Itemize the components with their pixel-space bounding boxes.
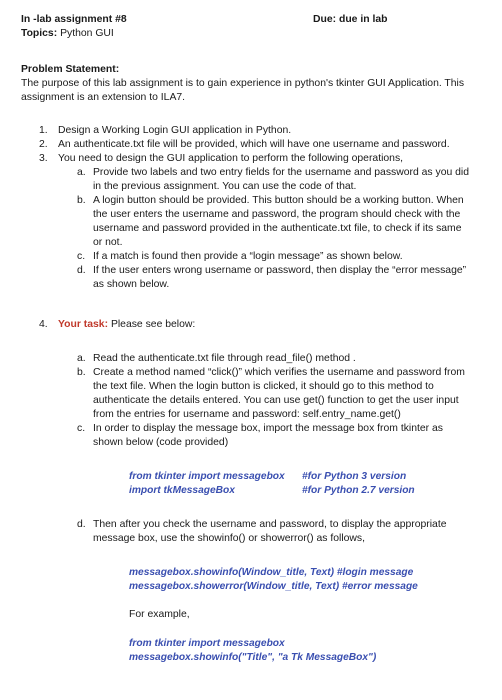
item-3-number: 3. bbox=[39, 153, 48, 164]
item-4b-letter: b. bbox=[77, 367, 86, 378]
problem-line-1: The purpose of this lab assignment is to gain experience in python's tkinter GUI Application. This bbox=[21, 78, 465, 89]
item-4a-line-1: Read the authenticate.txt file through read_file() method . bbox=[93, 353, 356, 364]
item-3a-line-2: in the previous assignment. You can use the code of that. bbox=[93, 181, 357, 192]
item-4c-letter: c. bbox=[77, 423, 86, 434]
problem-line-2: assignment is an extension to ILA7. bbox=[21, 92, 186, 103]
item-3b-line-1: A login button should be provided. This button should be a working button. When bbox=[93, 195, 464, 206]
item-4c-line-1: In order to display the message box, import the message box from tkinter as bbox=[93, 423, 443, 434]
item-4b-line-3: authenticate the details entered. You can use get() function to get the user input bbox=[93, 395, 459, 406]
item-4d-letter: d. bbox=[77, 519, 86, 530]
item-3a-letter: a. bbox=[77, 167, 86, 178]
item-4-text bbox=[58, 318, 195, 331]
topics-value: Python GUI bbox=[60, 28, 114, 39]
item-1-text: Design a Working Login GUI application in Python. bbox=[58, 125, 292, 136]
item-3-text: You need to design the GUI application to perform the following operations, bbox=[58, 153, 404, 164]
item-3a-line-1: Provide two labels and two entry fields for the username and password as you did bbox=[93, 167, 470, 178]
item-2-text: An authenticate.txt file will be provided, which will have one username and password. bbox=[58, 139, 450, 150]
item-3c-line-1: If a match is found then provide a “login message” as shown below. bbox=[93, 251, 403, 262]
assignment-title: In -lab assignment #8 bbox=[21, 14, 127, 25]
item-3b-line-3: username and password provided in the authenticate.txt file, to check if its same bbox=[93, 223, 462, 234]
item-3d-line-1: If the user enters wrong username or password, then display the “error message” bbox=[93, 265, 467, 276]
item-3b-letter: b. bbox=[77, 195, 86, 206]
code-example-import: from tkinter import messagebox bbox=[129, 638, 285, 649]
example-label: For example, bbox=[129, 609, 190, 620]
topics bbox=[21, 27, 114, 40]
item-4c-line-2: shown below (code provided) bbox=[93, 437, 229, 448]
topics-label: Topics: bbox=[21, 28, 58, 39]
code-import-messagebox: from tkinter import messagebox bbox=[129, 471, 285, 482]
code-showinfo: messagebox.showinfo(Window_title, Text) #login message bbox=[129, 567, 414, 578]
item-3d-letter: d. bbox=[77, 265, 86, 276]
item-4b-line-1: Create a method named “click()” which verifies the username and password from bbox=[93, 367, 465, 378]
code-showerror: messagebox.showerror(Window_title, Text) #error message bbox=[129, 581, 418, 592]
item-3b-line-4: or not. bbox=[93, 237, 123, 248]
your-task-label: Your task: bbox=[58, 319, 109, 330]
problem-heading: Problem Statement: bbox=[21, 64, 120, 75]
item-1-number: 1. bbox=[39, 125, 48, 136]
item-4b-line-4: from the entries for username and password: self.entry_name.get() bbox=[93, 409, 401, 420]
due-date: Due: due in lab bbox=[313, 14, 388, 25]
item-3b-line-2: the user enters the username and password, the program should check with the bbox=[93, 209, 461, 220]
item-4a-letter: a. bbox=[77, 353, 86, 364]
item-4-number: 4. bbox=[39, 319, 48, 330]
item-2-number: 2. bbox=[39, 139, 48, 150]
code-import-tkmessagebox: import tkMessageBox bbox=[129, 485, 235, 496]
item-3c-letter: c. bbox=[77, 251, 86, 262]
code-comment-python3: #for Python 3 version bbox=[302, 471, 407, 482]
code-comment-python27: #for Python 2.7 version bbox=[302, 485, 415, 496]
item-4d-line-2: message box, use the showinfo() or showerror() as follows, bbox=[93, 533, 365, 544]
item-3d-line-2: as shown below. bbox=[93, 279, 170, 290]
item-4b-line-2: the text file. When the login button is clicked, it should go to this method to bbox=[93, 381, 434, 392]
code-example-showinfo: messagebox.showinfo("Title", "a Tk MessageBox") bbox=[129, 652, 377, 663]
item-4d-line-1: Then after you check the username and password, to display the appropriate bbox=[93, 519, 447, 530]
your-task-text: Please see below: bbox=[110, 319, 196, 330]
